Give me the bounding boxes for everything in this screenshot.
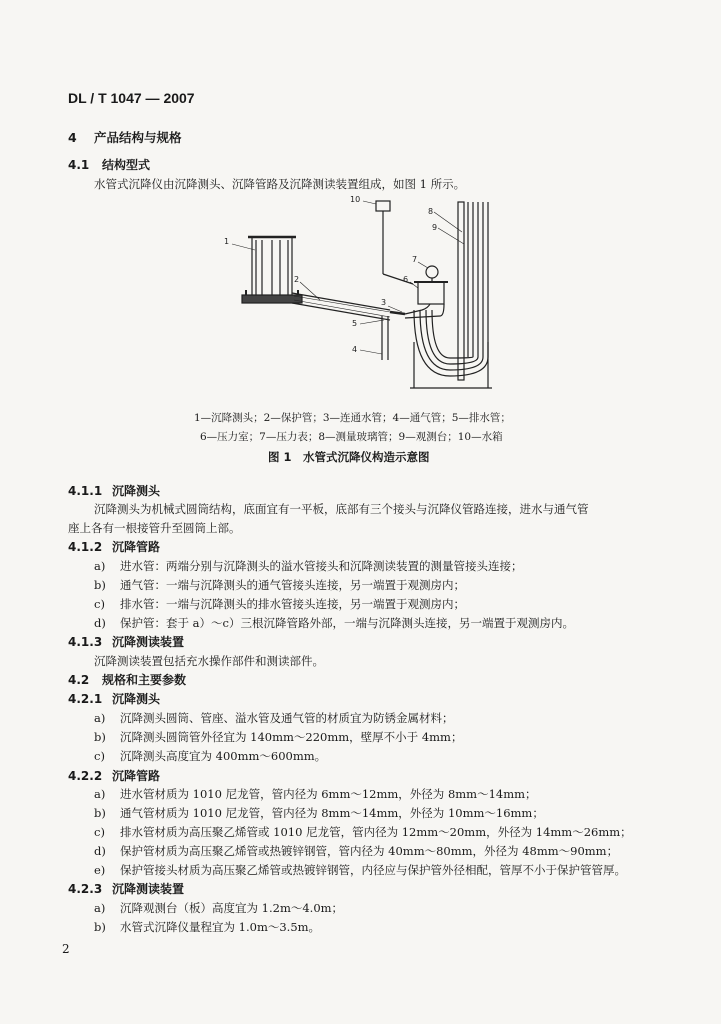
section-title: 规格和主要参数 bbox=[102, 673, 187, 687]
section-title: 沉降管路 bbox=[112, 769, 161, 783]
section-title: 沉降测读装置 bbox=[112, 635, 185, 649]
list-item: b) 水管式沉降仪量程宜为 1.0m～3.5m。 bbox=[94, 920, 321, 934]
list-item: a) 沉降观测台（板）高度宜为 1.2m～4.0m； bbox=[94, 901, 344, 915]
label-1: 1 bbox=[224, 237, 230, 246]
label-2: 2 bbox=[294, 275, 300, 284]
label-3: 3 bbox=[381, 298, 387, 307]
label-9: 9 bbox=[432, 223, 438, 232]
list-item: c) 沉降测头高度宜为 400mm～600mm。 bbox=[94, 749, 327, 763]
section-number: 4.1.3 bbox=[68, 635, 103, 649]
section-number: 4.2.3 bbox=[68, 882, 103, 896]
paragraph-line: 沉降测头为机械式圆筒结构，底面宜有一平板，底部有三个接头与沉降仪管路连接，进水与通气管 bbox=[94, 502, 589, 516]
label-5: 5 bbox=[352, 319, 358, 328]
pressure-chamber bbox=[418, 282, 444, 304]
section-title: 沉降测读装置 bbox=[112, 882, 185, 896]
section-4-1-3-heading bbox=[68, 633, 184, 650]
section-number: 4.1 bbox=[68, 158, 90, 172]
label-4: 4 bbox=[352, 345, 358, 354]
section-4-2-3-heading bbox=[68, 880, 184, 897]
section-4-2-2-heading bbox=[68, 767, 160, 784]
standard-number: DL / T 1047 — 2007 bbox=[68, 90, 195, 106]
list-item: d) 保护管材质为高压聚乙烯管或热镀锌钢管，管内径为 40mm～80mm，外径为 48mm～90mm； bbox=[94, 844, 619, 858]
section-title: 产品结构与规格 bbox=[94, 130, 182, 145]
list-item: c) 排水管：一端与沉降测头的排水管接头连接，另一端置于观测房内； bbox=[94, 597, 465, 611]
section-title: 沉降管路 bbox=[112, 540, 161, 554]
base-plate bbox=[242, 295, 302, 303]
water-tank bbox=[376, 201, 390, 211]
section-4-1-2-heading bbox=[68, 538, 160, 555]
label-8: 8 bbox=[428, 207, 434, 216]
list-item: e) 保护管接头材质为高压聚乙烯管或热镀锌钢管，内径应与保护管外径相配，管厚不小于保护管管厚。 bbox=[94, 863, 626, 877]
list-item: d) 保护管：套于 a）～c）三根沉降管路外部，一端与沉降测头连接，另一端置于观测房内。 bbox=[94, 616, 574, 630]
list-item: a) 进水管：两端分别与沉降测头的溢水管接头和沉降测读装置的测量管接头连接； bbox=[94, 559, 523, 573]
section-4-2-1-heading bbox=[68, 690, 160, 707]
page-number: 2 bbox=[62, 942, 70, 956]
list-item: a) 进水管材质为 1010 尼龙管，管内径为 6mm～12mm，外径为 8mm～14mm； bbox=[94, 787, 537, 801]
list-item: a) 沉降测头圆筒、管座、溢水管及通气管的材质宜为防锈金属材料； bbox=[94, 711, 454, 725]
figure-legend-line-1: 1—沉降测头；2—保护管；3—连通水管；4—通气管；5—排水管； bbox=[194, 412, 511, 424]
section-number: 4.2 bbox=[68, 673, 90, 687]
figure-legend-line-2: 6—压力室；7—压力表；8—测量玻璃管；9—观测台；10—水箱 bbox=[200, 431, 503, 443]
section-number: 4.2.1 bbox=[68, 692, 103, 706]
section-number: 4.1.2 bbox=[68, 540, 103, 554]
section-title: 沉降测头 bbox=[112, 484, 161, 498]
section-number: 4.2.2 bbox=[68, 769, 103, 783]
paragraph: 水管式沉降仪由沉降测头、沉降管路及沉降测读装置组成，如图 1 所示。 bbox=[94, 177, 466, 191]
list-item: b) 通气管材质为 1010 尼龙管，管内径为 8mm～14mm，外径为 10mm～16mm； bbox=[94, 806, 544, 820]
section-number: 4 bbox=[68, 130, 77, 145]
paragraph: 沉降测读装置包括充水操作部件和测读部件。 bbox=[94, 654, 324, 668]
section-title: 结构型式 bbox=[102, 158, 151, 172]
section-number: 4.1.1 bbox=[68, 484, 103, 498]
section-4-1-heading bbox=[68, 156, 150, 173]
paragraph-line: 座上各有一根接管升至圆筒上部。 bbox=[68, 521, 241, 535]
list-item: b) 沉降测头圆筒管外径宜为 140mm～220mm，壁厚不小于 4mm； bbox=[94, 730, 463, 744]
list-item: c) 排水管材质为高压聚乙烯管或 1010 尼龙管，管内径为 12mm～20mm，外径为 14mm～26mm； bbox=[94, 825, 632, 839]
label-7: 7 bbox=[412, 255, 418, 264]
label-6: 6 bbox=[403, 275, 409, 284]
list-item: b) 通气管：一端与沉降测头的通气管接头连接，另一端置于观测房内； bbox=[94, 578, 465, 592]
section-4-1-1-heading bbox=[68, 482, 160, 499]
section-4-2-heading bbox=[68, 671, 186, 688]
figure-title: 图 1 水管式沉降仪构造示意图 bbox=[268, 450, 430, 464]
section-title: 沉降测头 bbox=[112, 692, 161, 706]
label-10: 10 bbox=[350, 195, 361, 204]
figure-1-diagram bbox=[200, 192, 510, 402]
section-4-heading bbox=[68, 128, 182, 146]
